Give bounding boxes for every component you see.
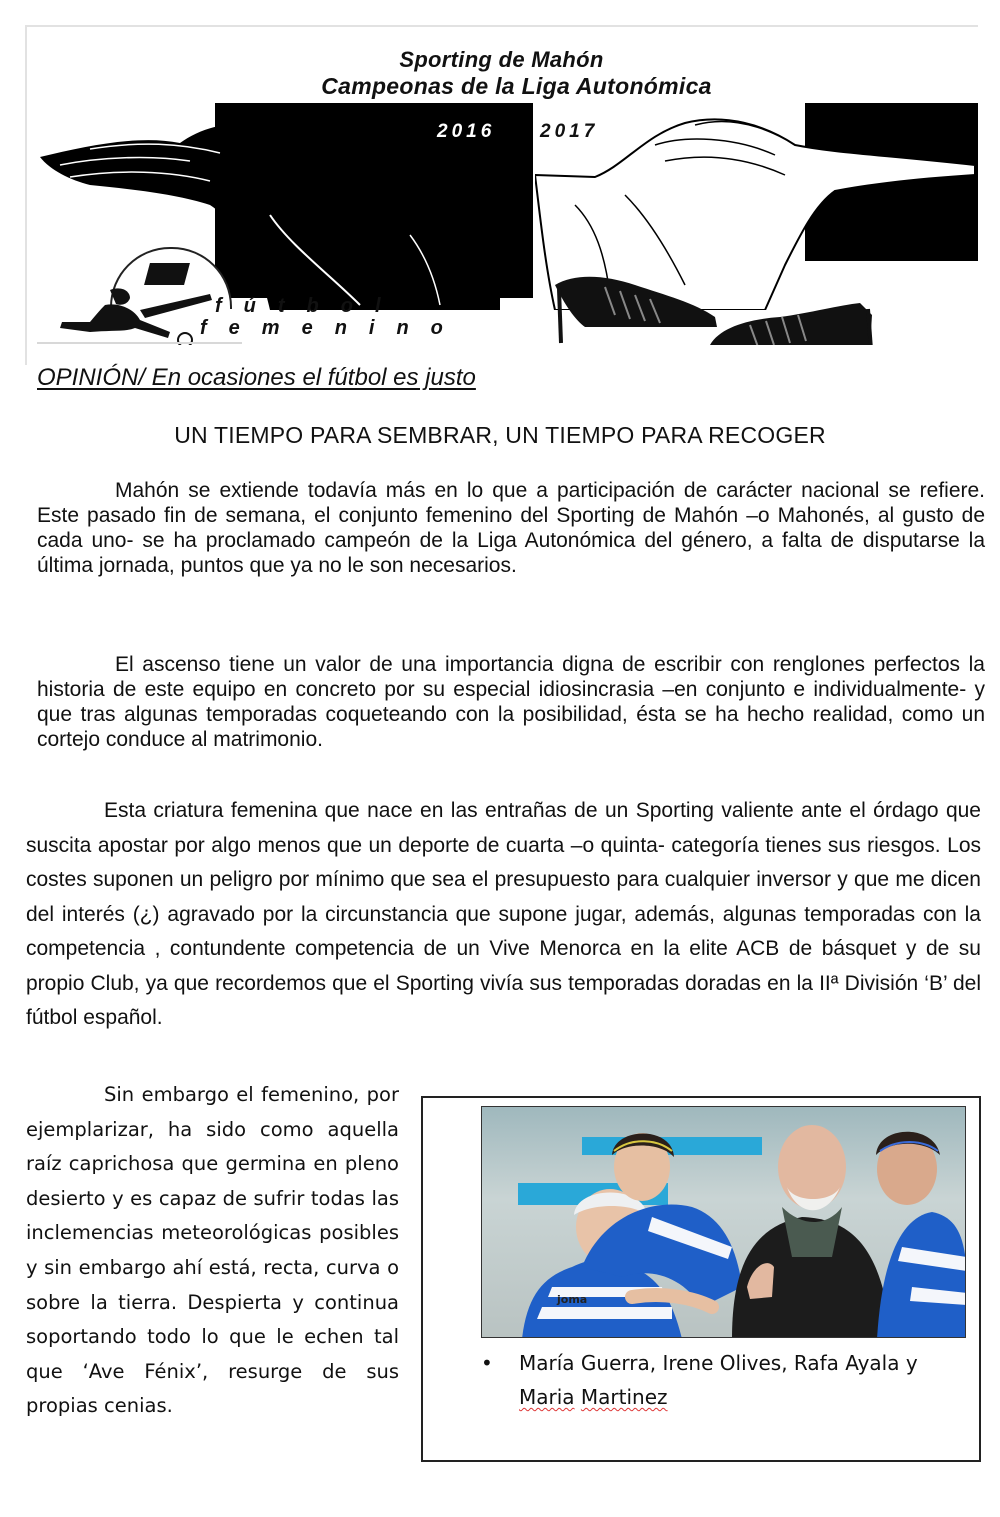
caption-text: María Guerra, Irene Olives, Rafa Ayala y	[519, 1351, 918, 1375]
section-kicker: OPINIÓN/ En ocasiones el fútbol es justo	[37, 364, 476, 391]
banner-title-line2: Campeonas de la Liga Autonómica	[321, 73, 712, 99]
caption-item	[481, 1346, 971, 1414]
season-year-start: 2016	[437, 121, 496, 142]
article-paragraph: El ascenso tiene un valor de una importancia digna de escribir con renglones perfectos la historia de este equipo en concreto por su especial idiosincrasia –en conjunto e individualmente- y que tras algunas temporadas coqueteando con la posibilidad, ésta se ha hecho realidad, como un cortejo conduce al matrimonio.	[37, 653, 985, 751]
kicking-player-icon	[50, 280, 220, 345]
banner-title-line1: Sporting de Mahón	[399, 47, 604, 72]
team-photo	[481, 1106, 966, 1338]
banner-divider	[37, 342, 242, 344]
people-illustration	[482, 1107, 966, 1338]
banner-title	[25, 47, 978, 99]
article-paragraph: Esta criatura femenina que nace en las entrañas de un Sporting valiente ante el órdago que suscita apostar por algo menos que un deporte de cuarta –o quinta- categoría tienes sus riesgos. Los costes suponen un peligro por mínimo que sea el presupuesto para cualquier inversor y que me dicen del interés (¿) agravado por la circunstancia que supone jugar, además, algunas temporadas con la competencia , contundente competencia de un Vive Menorca en la elite ACB de básquet y de su propio Club, ya que recordemos que el Sporting vivía sus temporadas doradas en la IIª División ‘B’ del fútbol español.	[26, 799, 981, 1029]
caption-name-misspelled: Maria	[519, 1385, 575, 1409]
caption-name-misspelled: Martinez	[580, 1385, 668, 1409]
banner-word-femenino: femenino	[200, 317, 465, 339]
article-paragraph: Mahón se extiende todavía más en lo que a participación de carácter nacional se refiere. Este pasado fin de semana, el conjunto femenino del Sporting de Mahón –o Mahonés, al gusto de cada uno- se ha proclamado campeón de la Liga Autonómica del género, a falta de disputarse la última jornada, puntos que ya no le son necesarios.	[37, 479, 985, 577]
season-year-end: 2017	[540, 121, 599, 142]
header-banner	[25, 25, 978, 345]
football-boot-icon	[700, 295, 890, 345]
svg-text:joma: joma	[557, 1293, 588, 1306]
photo-caption	[481, 1346, 971, 1414]
banner-word-futbol: fútbol	[215, 295, 403, 317]
article-headline: UN TIEMPO PARA SEMBRAR, UN TIEMPO PARA RECOGER	[174, 422, 826, 448]
article-paragraph: Sin embargo el femenino, por ejemplarizar, ha sido como aquella raíz caprichosa que germina en pleno desierto y es capaz de sufrir todas las inclemencias meteorológicas posibles y sin embargo ahí está, recta, curva o sobre la tierra. Despierta y continua soportando todo lo que le echen tal que ‘Ave Fénix’, resurge de sus propias cenias.	[26, 1083, 399, 1418]
bullet-icon: •	[481, 1351, 493, 1375]
